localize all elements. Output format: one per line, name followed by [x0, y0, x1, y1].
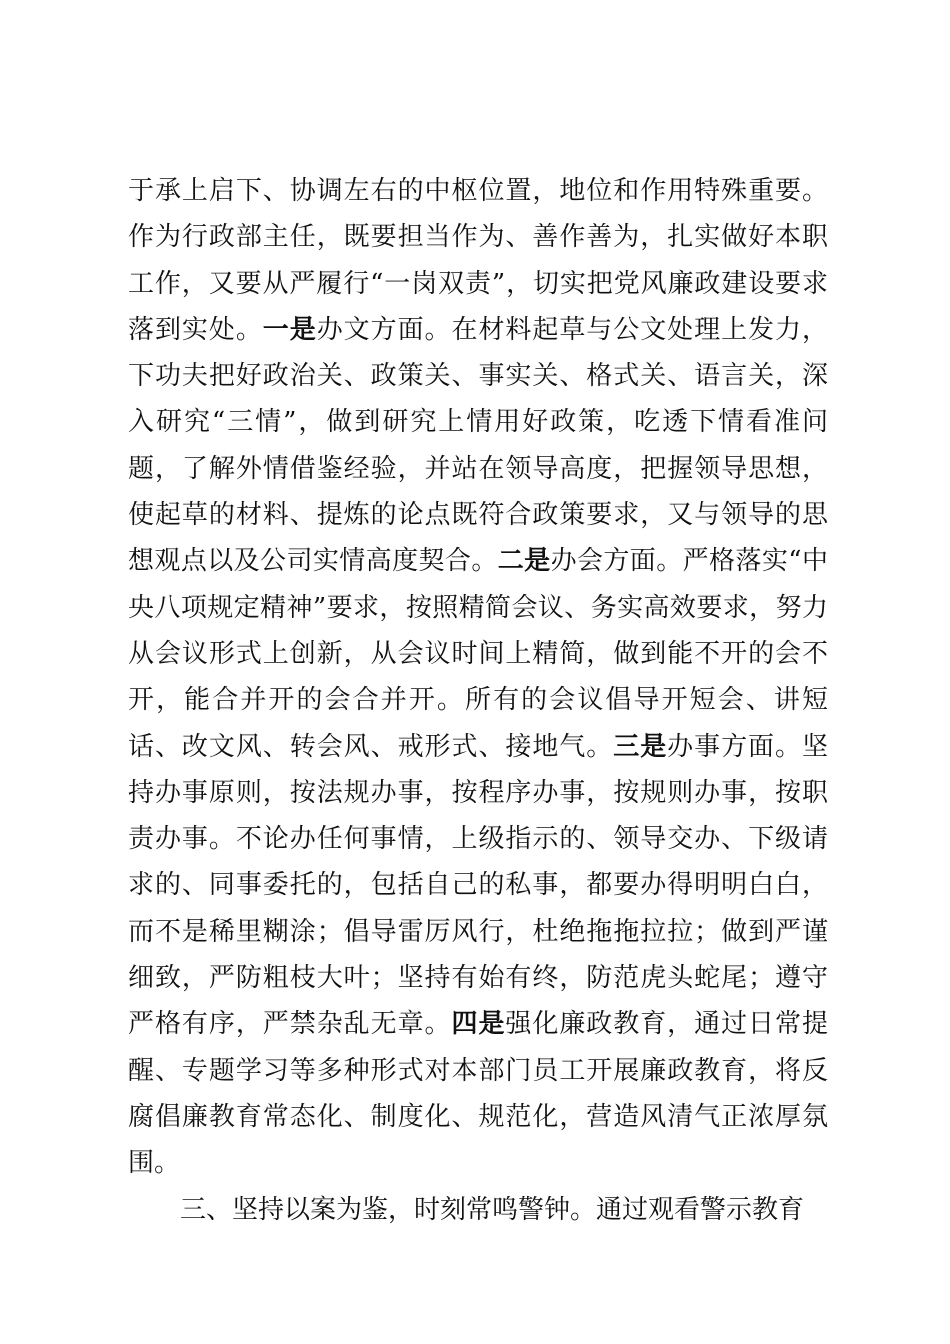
emphasis-label-fourth: 四是	[451, 1009, 506, 1040]
paragraph-text: 办会方面。严格落实“中央八项规定精神”要求，按照精简会议、务实高效要求，努力从会议形式上创新，从会议时间上精简，做到能不开的会不开，能合并开的会合并开。所有的会议倡导开短会、讲短话、改文风、转会风、戒形式、接地气。	[128, 546, 828, 762]
paragraph-text: 强化廉政教育，通过日常提醒、专题学习等多种形式对本部门员工开展廉政教育，将反腐倡廉教育常态化、制度化、规范化，营造风清气正浓厚氛围。	[128, 1009, 828, 1179]
paragraph-text: 办文方面。在材料起草与公文处理上发力，下功夫把好政治关、政策关、事实关、格式关、语言关，深入研究“三情”，做到研究上情用好政策，吃透下情看准问题，了解外情借鉴经验，并站在领导高度，把握领导思想，使起草的材料、提炼的论点既符合政策要求，又与领导的思想观点以及公司实情高度契合。	[128, 314, 828, 577]
section-heading-text: 三、坚持以案为鉴，时刻常鸣警钟。通过观看警示教育	[180, 1194, 805, 1225]
emphasis-label-second: 二是	[497, 546, 551, 577]
section-heading-paragraph	[128, 1187, 828, 1233]
emphasis-label-first: 一是	[262, 314, 317, 345]
body-paragraph	[128, 168, 828, 1187]
emphasis-label-third: 三是	[613, 731, 668, 762]
document-body	[128, 168, 828, 1233]
paragraph-text: 于承上启下、协调左右的中枢位置，地位和作用特殊重要。作为行政部主任，既要担当作为、善作善为，扎实做好本职工作，又要从严履行“一岗双责”，切实把党风廉政建设要求落到实处。	[128, 176, 828, 345]
paragraph-text: 办事方面。坚持办事原则，按法规办事，按程序办事，按规则办事，按职责办事。不论办任何事情，上级指示的、领导交办、下级请求的、同事委托的，包括自己的私事，都要办得明明白白，而不是稀里糊涂；倡导雷厉风行，杜绝拖拖拉拉；做到严谨细致，严防粗枝大叶；坚持有始有终，防范虎头蛇尾；遵守严格有序，严禁杂乱无章。	[128, 731, 828, 1040]
